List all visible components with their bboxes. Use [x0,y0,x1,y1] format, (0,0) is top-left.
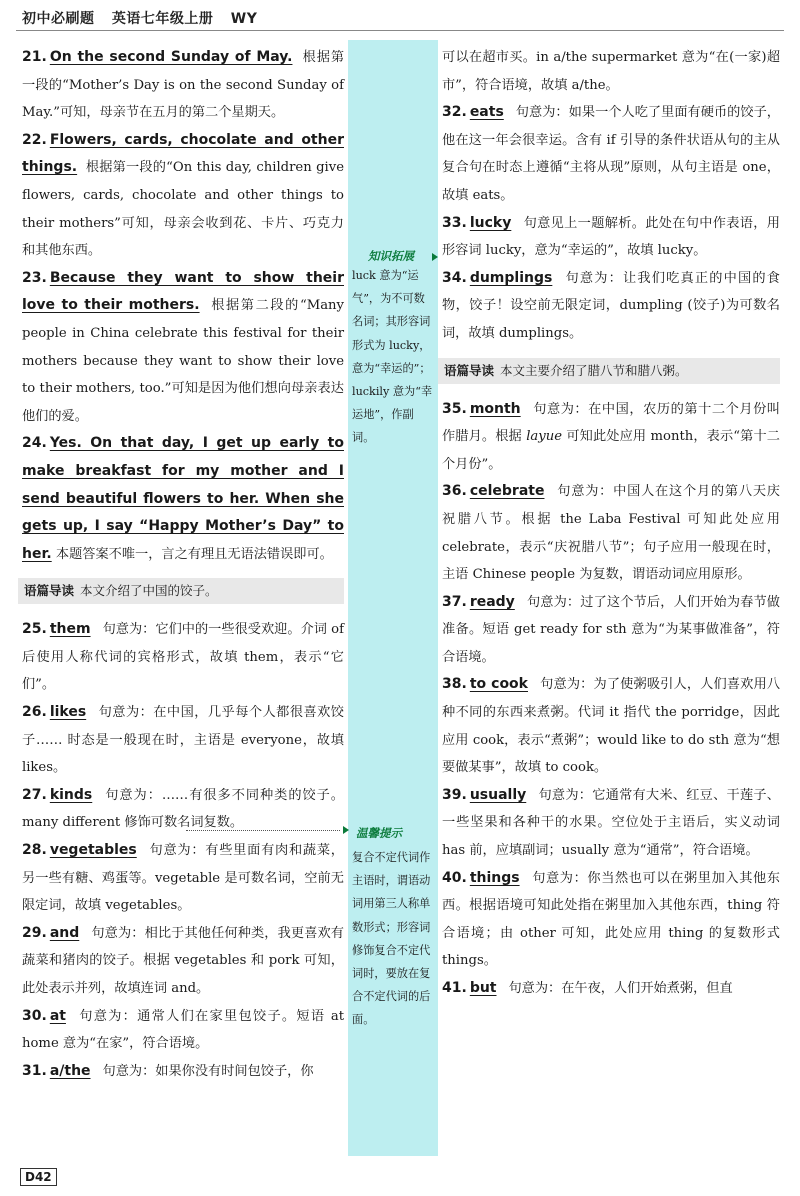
explanation-text: 句意为：相比于其他任何种类，我更喜欢有蔬菜和猪肉的饺子。根据 vegetables 和 pork 可知，此处表示并列，故填连词 and。 [22,925,344,996]
answer-text: celebrate [469,483,545,500]
answer-entry: 35. month 句意为：在中国，农历的第十二个月份叫作腊月。根据 layue 可知此处应用 month，表示“第十二个月份”。 [442,400,780,472]
answer-text: month [469,400,521,417]
answer-entry: 26. likes 句意为：在中国，几乎每个人都很喜欢饺子…… 时态是一般现在时，主语是 everyone，故填 likes。 [22,704,344,776]
answer-text: them [49,621,91,638]
answer-text: usually [469,786,527,803]
answer-text: lucky [469,214,512,231]
explanation-text: 句意为：通常人们在家里包饺子。短语 at home 意为“在家”，符合语境。 [22,1008,344,1052]
answer-text: but [469,980,497,996]
answer-text: Flowers, cards, chocolate and other things. [22,131,344,176]
answer-text: Yes. On that day, I get up early to make breakfast for my mother and I send beautiful flowers to her. When she gets up, I say “Happy Mother’s Day” to her. [22,435,344,562]
left-column [22,44,344,1085]
answer-entry: 25. them 句意为：它们中的一些很受欢迎。介词 of 后使用人称代词的宾格形式，故填 them，表示“它们”。 [22,621,344,693]
note-tip: 复合不定代词作主语时，谓语动词用第三人称单数形式；形容词修饰复合不定代词时，要放在复合不定代词的后面。 [352,851,431,1027]
explanation-text: 句意为：在中国，农历的第十二个月份叫作腊月。根据 [442,401,780,445]
running-header [22,8,269,28]
answer-text: kinds [49,786,93,803]
guide-text: 本文介绍了中国的饺子。 [80,583,218,599]
answer-entry: 38. to cook 句意为：为了使粥吸引人，人们喜欢用八种不同的东西来煮粥。代词 it 指代 the porridge，因此应用 cook，表示“煮粥”；would like to do sth 意为“想要做某事”，故填 to cook。 [442,676,781,776]
answer-entry: 32. eats 句意为：如果一个人吃了里面有硬币的饺子，他在这一年会很幸运。含有 if 引导的条件状语从句的主从复合句在时态上遵循“主将从现”原则，从句主语是 one，故填 eats。 [442,104,780,203]
guide-label: 语篇导读 [24,583,75,599]
explanation-text: 句意为：让我们吃真正的中国的食物，饺子！设空前无限定词，dumpling (饺子)为可数名词，故填 dumplings。 [442,270,780,341]
passage-guide [18,578,344,604]
answer-entry: 24. Yes. On that day, I get up early to make breakfast for my mother and I send beautiful flowers to her. When she gets up, I say “Happy Mother’s Day” to her. 本题答案不唯一，言之有理且无语法错误即可。 [22,435,344,562]
answer-entry: 31. a/the 句意为：如果你没有时间包饺子，你 [22,1062,314,1079]
explanation-text: 句意为：……有很多不同种类的饺子。many different 修饰可数名词复数。 [22,787,344,831]
answer-text: a/the [49,1062,91,1079]
explanation-text: 句意为：你当然也可以在粥里加入其他东西。根据语境可知此处指在粥里加入其他东西，thing 符合语境；由 other 可知，此处应用 thing 的复数形式 things。 [442,870,780,969]
explanation-text: 句意为：中国人在这个月的第八天庆祝腊八节。根据 the Laba Festival 可知此处应用 celebrate，表示“庆祝腊八节”；句子应用一般现在时，主语 Chinese people 为复数，谓语动词应用原形。 [442,484,780,583]
right-column [442,44,780,1003]
answer-entry: 39. usually 句意为：它通常有大米、红豆、干莲子、一些坚果和各种干的水果。空位处于主语后，实义动词 has 前，应填副词；usually 意为“通常”，符合语境。 [442,786,780,859]
explanation-text: 根据第一段的“Mother’s Day is on the second Sunday of May.”可知，母亲节在五月的第二个星期天。 [22,50,345,121]
answer-text: to cook [469,676,528,693]
explanation-text: 可知此处应用 month，表示“第十二个月份”。 [442,429,780,472]
answer-entry: 34. dumplings 句意为：让我们吃真正的中国的食物，饺子！设空前无限定词，dumpling (饺子)为可数名词，故填 dumplings。 [442,269,780,341]
answer-entry: 37. ready 句意为：过了这个节后，人们开始为春节做准备。短语 get ready for sth 意为“为某事做准备”，符合语境。 [442,593,780,665]
explanation-text: 句意为：有些里面有肉和蔬菜，另一些有糖、鸡蛋等。vegetable 是可数名词，空前无限定词，故填 vegetables。 [22,843,344,914]
explanation-text: 根据第一段的“On this day, children give flowers, cards, chocolate and other things to their mothers”可知，母亲会收到花、卡片、巧克力和其他东西。 [22,160,344,259]
answer-text: and [49,924,80,941]
answer-entry: 28. vegetables 句意为：有些里面有肉和蔬菜，另一些有糖、鸡蛋等。vegetable 是可数名词，空前无限定词，故填 vegetables。 [22,842,344,914]
explanation-text: 句意见上一题解析。此处在句中作表语，用形容词 lucky，意为“幸运的”，故填 lucky。 [442,215,780,259]
explanation-text: 句意为：它通常有大米、红豆、干莲子、一些坚果和各种干的水果。空位处于主语后，实义动词 has 前，应填副词；usually 意为“通常”，符合语境。 [442,787,780,859]
explanation-text: 根据第二段的“Many people in China celebrate this festival for their mothers because they want to show their love to their mothers, too.”可知是因为他们想向母亲表达他们的爱。 [22,298,345,424]
continued-text: 可以在超市买。in a/the supermarket 意为“在(一家)超市”，符合语境，故填 a/the。 [442,50,780,93]
explanation-text: 句意为：在午夜，人们开始煮粥，但直 [508,981,733,996]
edition-label: WY [230,11,258,27]
explanation-text: 句意为：如果你没有时间包饺子，你 [102,1063,314,1079]
answer-text: things [469,869,520,886]
guide-text: 本文主要介绍了腊八节和腊八粥。 [500,362,688,378]
answer-entry: 30. at 句意为：通常人们在家里包饺子。短语 at home 意为“在家”，符合语境。 [22,1007,344,1052]
guide-label: 语篇导读 [444,362,495,378]
answer-text: On the second Sunday of May. [49,49,293,65]
note-title-knowledge: 知识拓展 [368,249,414,263]
answer-entry: 21. On the second Sunday of May. 根据第一段的“Mother’s Day is on the second Sunday of May.”可知，母亲节在五月的第二个星期天。 [22,49,345,121]
answer-text: Because they want to show their love to their mothers. [22,269,344,314]
answer-entry: 33. lucky 句意见上一题解析。此处在句中作表语，用形容词 lucky，意为“幸运的”，故填 lucky。 [442,214,780,259]
answer-entry: 22. Flowers, cards, chocolate and other things. 根据第一段的“On this day, children give flowers, cards, chocolate and other things to their mothers”可知，母亲会收到花、卡片、巧克力和其他东西。 [22,131,344,259]
answer-text: dumplings [469,269,553,286]
answer-entry: 40. things 句意为：你当然也可以在粥里加入其他东西。根据语境可知此处指在粥里加入其他东西，thing 符合语境；由 other 可知，此处应用 thing 的复数形式 things。 [442,869,780,969]
explanation-text: 句意为：过了这个节后，人们开始为春节做准备。短语 get ready for sth 意为“为某事做准备”，符合语境。 [442,594,780,665]
note-arrow-icon [432,253,438,261]
answer-entry: 41. but 句意为：在午夜，人们开始煮粥，但直 [442,980,733,996]
answer-text: ready [469,593,515,610]
answer-text: likes [49,704,87,721]
answer-entry: 29. and 句意为：相比于其他任何种类，我更喜欢有蔬菜和猪肉的饺子。根据 vegetables 和 pork 可知，此处表示并列，故填连词 and。 [22,924,344,996]
answer-text: at [49,1007,66,1024]
pinyin-term: layue [526,429,563,445]
header-rule [16,30,784,31]
subject-title: 英语七年级上册 [111,11,214,27]
answer-entry: 27. kinds 句意为：……有很多不同种类的饺子。many different 修饰可数名词复数。 [22,786,344,831]
explanation-text: 句意为：如果一个人吃了里面有硬币的饺子，他在这一年会很幸运。含有 if 引导的条件状语从句的主从复合句在时态上遵循“主将从现”原则，从句主语是 one，故填 eats。 [442,105,780,203]
note-title-tip: 温馨提示 [356,826,402,840]
answer-entry: 36. celebrate 句意为：中国人在这个月的第八天庆祝腊八节。根据 the Laba Festival 可知此处应用 celebrate，表示“庆祝腊八节”；句子应用一般现在时，主语 Chinese people 为复数，谓语动词应用原形。 [442,483,780,583]
answer-text: eats [469,104,504,121]
page-number: D42 [20,1168,57,1186]
answer-text: vegetables [49,842,137,859]
note-knowledge: luck 意为“运气”，为不可数名词；其形容词形式为 lucky，意为“幸运的”；luckily 意为“幸运地”，作副词。 [352,269,433,445]
explanation-text: 句意为：它们中的一些很受欢迎。介词 of 后使用人称代词的宾格形式，故填 them，表示“它们”。 [22,622,344,693]
book-title: 初中必刷题 [22,11,95,27]
answer-entry: 23. Because they want to show their love to their mothers. 根据第二段的“Many people in China celebrate this festival for their mothers because they want to show their love to their mothers, too.”可知是因为他们想向母亲表达他们的爱。 [22,269,345,424]
explanation-text: 句意为：在中国，几乎每个人都很喜欢饺子…… 时态是一般现在时，主语是 everyone，故填 likes。 [22,705,344,776]
passage-guide [438,358,780,384]
explanation-text: 句意为：为了使粥吸引人，人们喜欢用八种不同的东西来煮粥。代词 it 指代 the porridge，因此应用 cook，表示“煮粥”；would like to do sth 意为“想要做某事”，故填 to cook。 [442,677,781,776]
explanation-text: 本题答案不唯一，言之有理且无语法错误即可。 [55,546,333,562]
